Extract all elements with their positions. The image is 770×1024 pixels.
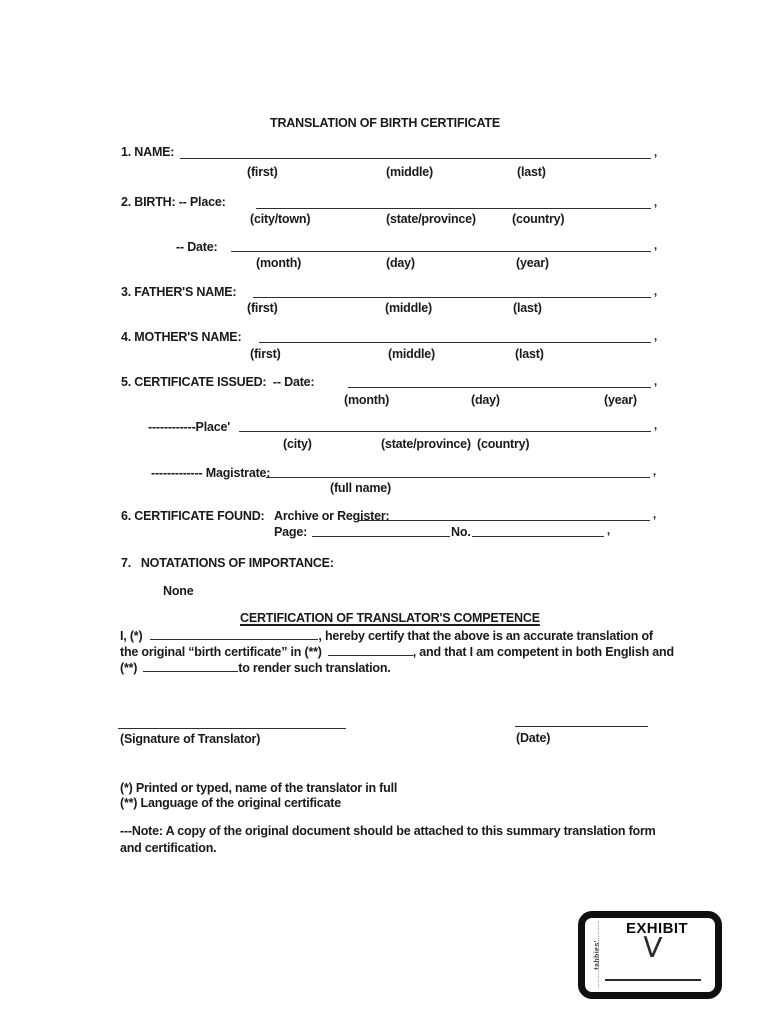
tabbies-brand-label: tabbies' <box>594 940 602 970</box>
certification-line-2 <box>120 644 674 659</box>
sublabel-birth-month: (month) <box>256 256 302 270</box>
exhibit-mark-line <box>605 979 701 981</box>
footnote-double-asterisk: (**) Language of the original certificate <box>120 796 341 810</box>
sublabel-father-last: (last) <box>513 301 542 315</box>
issued-place-blank-line <box>239 431 651 432</box>
field-label-magistrate: ------------- Magistrate: <box>151 466 271 480</box>
footnote-single-asterisk: (*) Printed or typed, name of the translator in full <box>120 781 398 795</box>
sublabel-mother-last: (last) <box>515 347 544 361</box>
sublabel-issued-day: (day) <box>471 393 500 407</box>
field-label-certificate-issued-date: 5. CERTIFICATE ISSUED: -- Date: <box>121 375 315 389</box>
sublabel-birth-state: (state/province) <box>386 212 476 226</box>
date-label: (Date) <box>516 731 551 745</box>
mother-name-blank-line <box>259 342 651 343</box>
date-line <box>515 726 648 727</box>
father-name-blank-line <box>253 297 651 298</box>
birth-date-blank-line <box>231 251 651 252</box>
exhibit-stamp-label <box>585 918 715 992</box>
name-blank-line <box>180 158 651 159</box>
original-language-blank <box>328 644 413 656</box>
archive-register-label: Archive or Register: <box>274 509 390 523</box>
exhibit-stamp <box>578 911 722 999</box>
sublabel-issued-state: (state/province) <box>381 437 471 451</box>
field-label-birth-place: 2. BIRTH: -- Place: <box>121 195 226 209</box>
field-label-notations: 7. NOTATATIONS OF IMPORTANCE: <box>121 556 334 570</box>
archive-register-blank-line <box>359 520 650 521</box>
sublabel-name-first: (first) <box>247 165 278 179</box>
sublabel-birth-day: (day) <box>386 256 415 270</box>
certification-line-3 <box>120 660 391 675</box>
certification-line2-post: , and that I am competent in both English and <box>412 645 674 659</box>
note-line-2: and certification. <box>120 841 217 855</box>
field-label-certificate-issued-place: ------------Place' <box>148 420 230 434</box>
field-label-certificate-found: 6. CERTIFICATE FOUND: <box>121 509 265 523</box>
exhibit-handwritten-mark: V <box>641 930 663 965</box>
signature-line <box>118 728 346 729</box>
certification-line3-post: to render such translation. <box>238 661 391 675</box>
sublabel-issued-city: (city) <box>283 437 312 451</box>
magistrate-blank-line <box>266 477 650 478</box>
sublabel-birth-year: (year) <box>516 256 549 270</box>
signature-label: (Signature of Translator) <box>120 732 261 746</box>
field-label-birth-date: -- Date: <box>176 240 218 254</box>
certification-line-1 <box>120 628 653 643</box>
page-label: Page: <box>274 525 308 539</box>
number-label: No. <box>451 525 471 539</box>
sublabel-magistrate-full-name: (full name) <box>330 481 391 495</box>
field-label-name: 1. NAME: <box>121 145 175 159</box>
certification-line3-pre: (**) <box>120 661 138 675</box>
number-blank-line <box>472 536 604 537</box>
sublabel-name-last: (last) <box>517 165 546 179</box>
issued-date-blank-line <box>348 387 651 388</box>
notations-value: None <box>163 584 194 598</box>
page-blank-line <box>312 536 450 537</box>
translator-name-blank <box>150 628 318 640</box>
sublabel-mother-first: (first) <box>250 347 281 361</box>
certification-heading: CERTIFICATION OF TRANSLATOR'S COMPETENCE <box>240 611 540 625</box>
certification-line2-pre: the original “birth certificate” in (**) <box>120 645 322 659</box>
sublabel-birth-city: (city/town) <box>250 212 311 226</box>
sublabel-issued-country: (country) <box>477 437 530 451</box>
birth-place-blank-line <box>256 208 651 209</box>
certification-line1-pre: I, (*) <box>120 629 143 643</box>
field-label-father-name: 3. FATHER'S NAME: <box>121 285 237 299</box>
sublabel-name-middle: (middle) <box>386 165 434 179</box>
sublabel-father-first: (first) <box>247 301 278 315</box>
sublabel-father-middle: (middle) <box>385 301 433 315</box>
sublabel-birth-country: (country) <box>512 212 565 226</box>
field-label-mother-name: 4. MOTHER'S NAME: <box>121 330 242 344</box>
sublabel-mother-middle: (middle) <box>388 347 436 361</box>
sublabel-issued-month: (month) <box>344 393 390 407</box>
sublabel-issued-year: (year) <box>604 393 637 407</box>
certification-line1-post: , hereby certify that the above is an accurate translation of <box>318 629 653 643</box>
exhibit-title: EXHIBIT <box>626 920 688 937</box>
second-language-blank <box>143 660 238 672</box>
note-line-1: ---Note: A copy of the original document should be attached to this summary translation form <box>120 824 656 838</box>
form-title: TRANSLATION OF BIRTH CERTIFICATE <box>270 116 500 130</box>
